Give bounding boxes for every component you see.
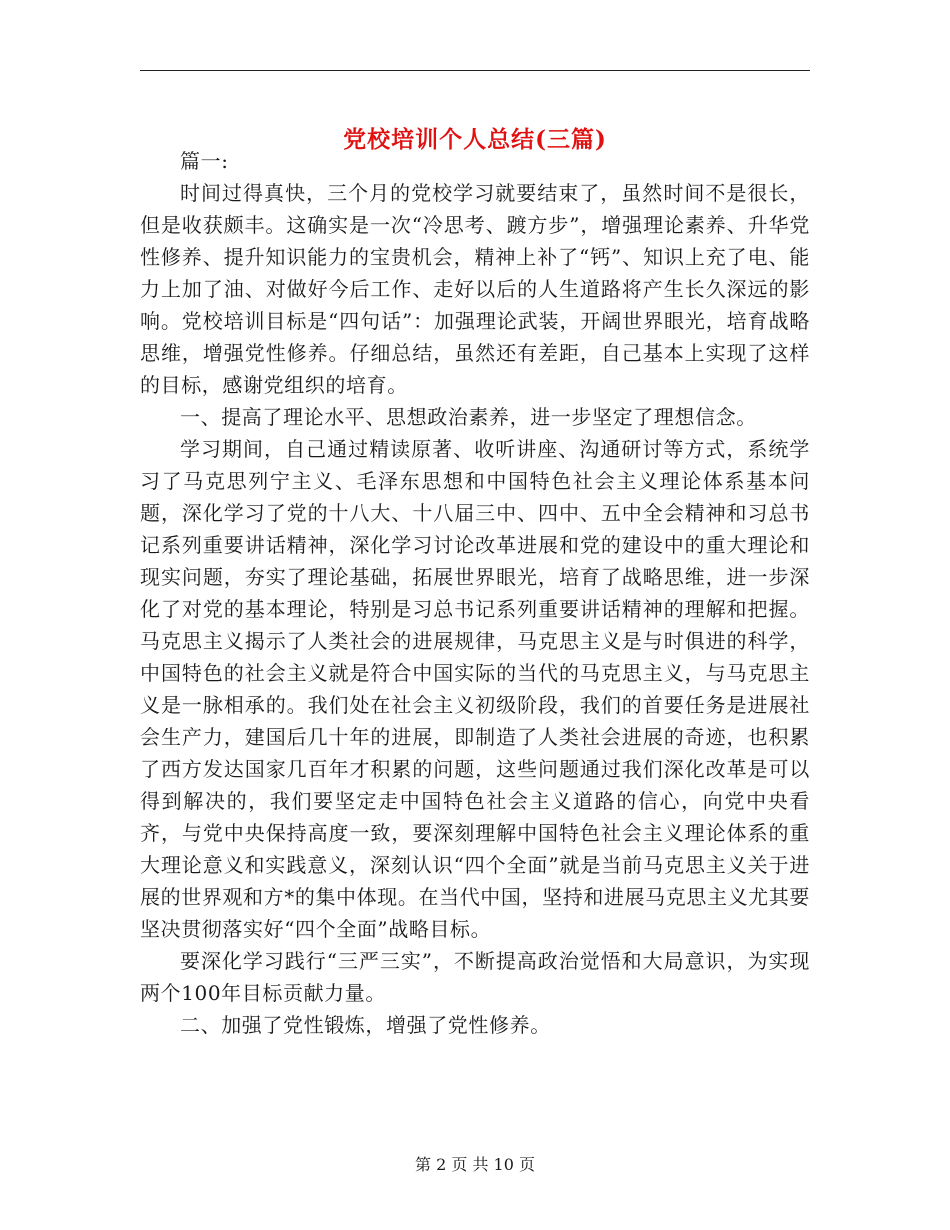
document-title: 党校培训个人总结(三篇) (343, 126, 607, 154)
body-paragraph-intro: 时间过得真快，三个月的党校学习就要结束了，虽然时间不是很长，但是收获颇丰。这确实是一次“冷思考、踱方步”，增强理论素养、升华党性修养、提升知识能力的宝贵机会，精神上补了“钙”、知识上充了电、能力上加了油、对做好今后工作、走好以后的人生道路将产生长久深远的影响。党校培训目标是“四句话”：加强理论武装，开阔世界眼光，培育战略思维，增强党性修养。仔细总结，虽然还有差距，自己基本上实现了这样的目标，感谢党组织的培育。 (140, 181, 810, 397)
section-label: 篇一: (180, 149, 229, 173)
body-paragraph-theory: 学习期间，自己通过精读原著、收听讲座、沟通研讨等方式，系统学习了马克思列宁主义、毛泽东思想和中国特色社会主义理论体系基本问题，深化学习了党的十八大、十八届三中、四中、五中全会精神和习总书记系列重要讲话精神，深化学习讨论改革进展和党的建设中的重大理论和现实问题，夯实了理论基础，拓展世界眼光，培育了战略思维，进一步深化了对党的基本理论，特别是习总书记系列重要讲话精神的理解和把握。马克思主义揭示了人类社会的进展规律，马克思主义是与时俱进的科学，中国特色的社会主义就是符合中国实际的当代的马克思主义，与马克思主义是一脉相承的。我们处在社会主义初级阶段，我们的首要任务是进展社会生产力，建国后几十年的进展，即制造了人类社会进展的奇迹，也积累了西方发达国家几百年才积累的问题，这些问题通过我们深化改革是可以得到解决的，我们要坚定走中国特色社会主义道路的信心，向党中央看齐，与党中央保持高度一致，要深刻理解中国特色社会主义理论体系的重大理论意义和实践意义，深刻认识“四个全面”就是当前马克思主义关于进展的世界观和方*的集中体现。在当代中国，坚持和进展马克思主义尤其要坚决贯彻落实好“四个全面”战略目标。 (140, 437, 810, 941)
section-heading-2: 二、加强了党性锻炼，增强了党性修养。 (180, 1013, 551, 1037)
body-paragraph-practice: 要深化学习践行“三严三实”，不断提高政治觉悟和大局意识，为实现两个100年目标贡献力量。 (140, 949, 810, 1005)
header-rule (140, 70, 810, 71)
document-body (140, 145, 810, 1041)
section-heading-1: 一、提高了理论水平、思想政治素养，进一步坚定了理想信念。 (180, 405, 757, 429)
page-number-footer: 第 2 页 共 10 页 (415, 1155, 535, 1174)
